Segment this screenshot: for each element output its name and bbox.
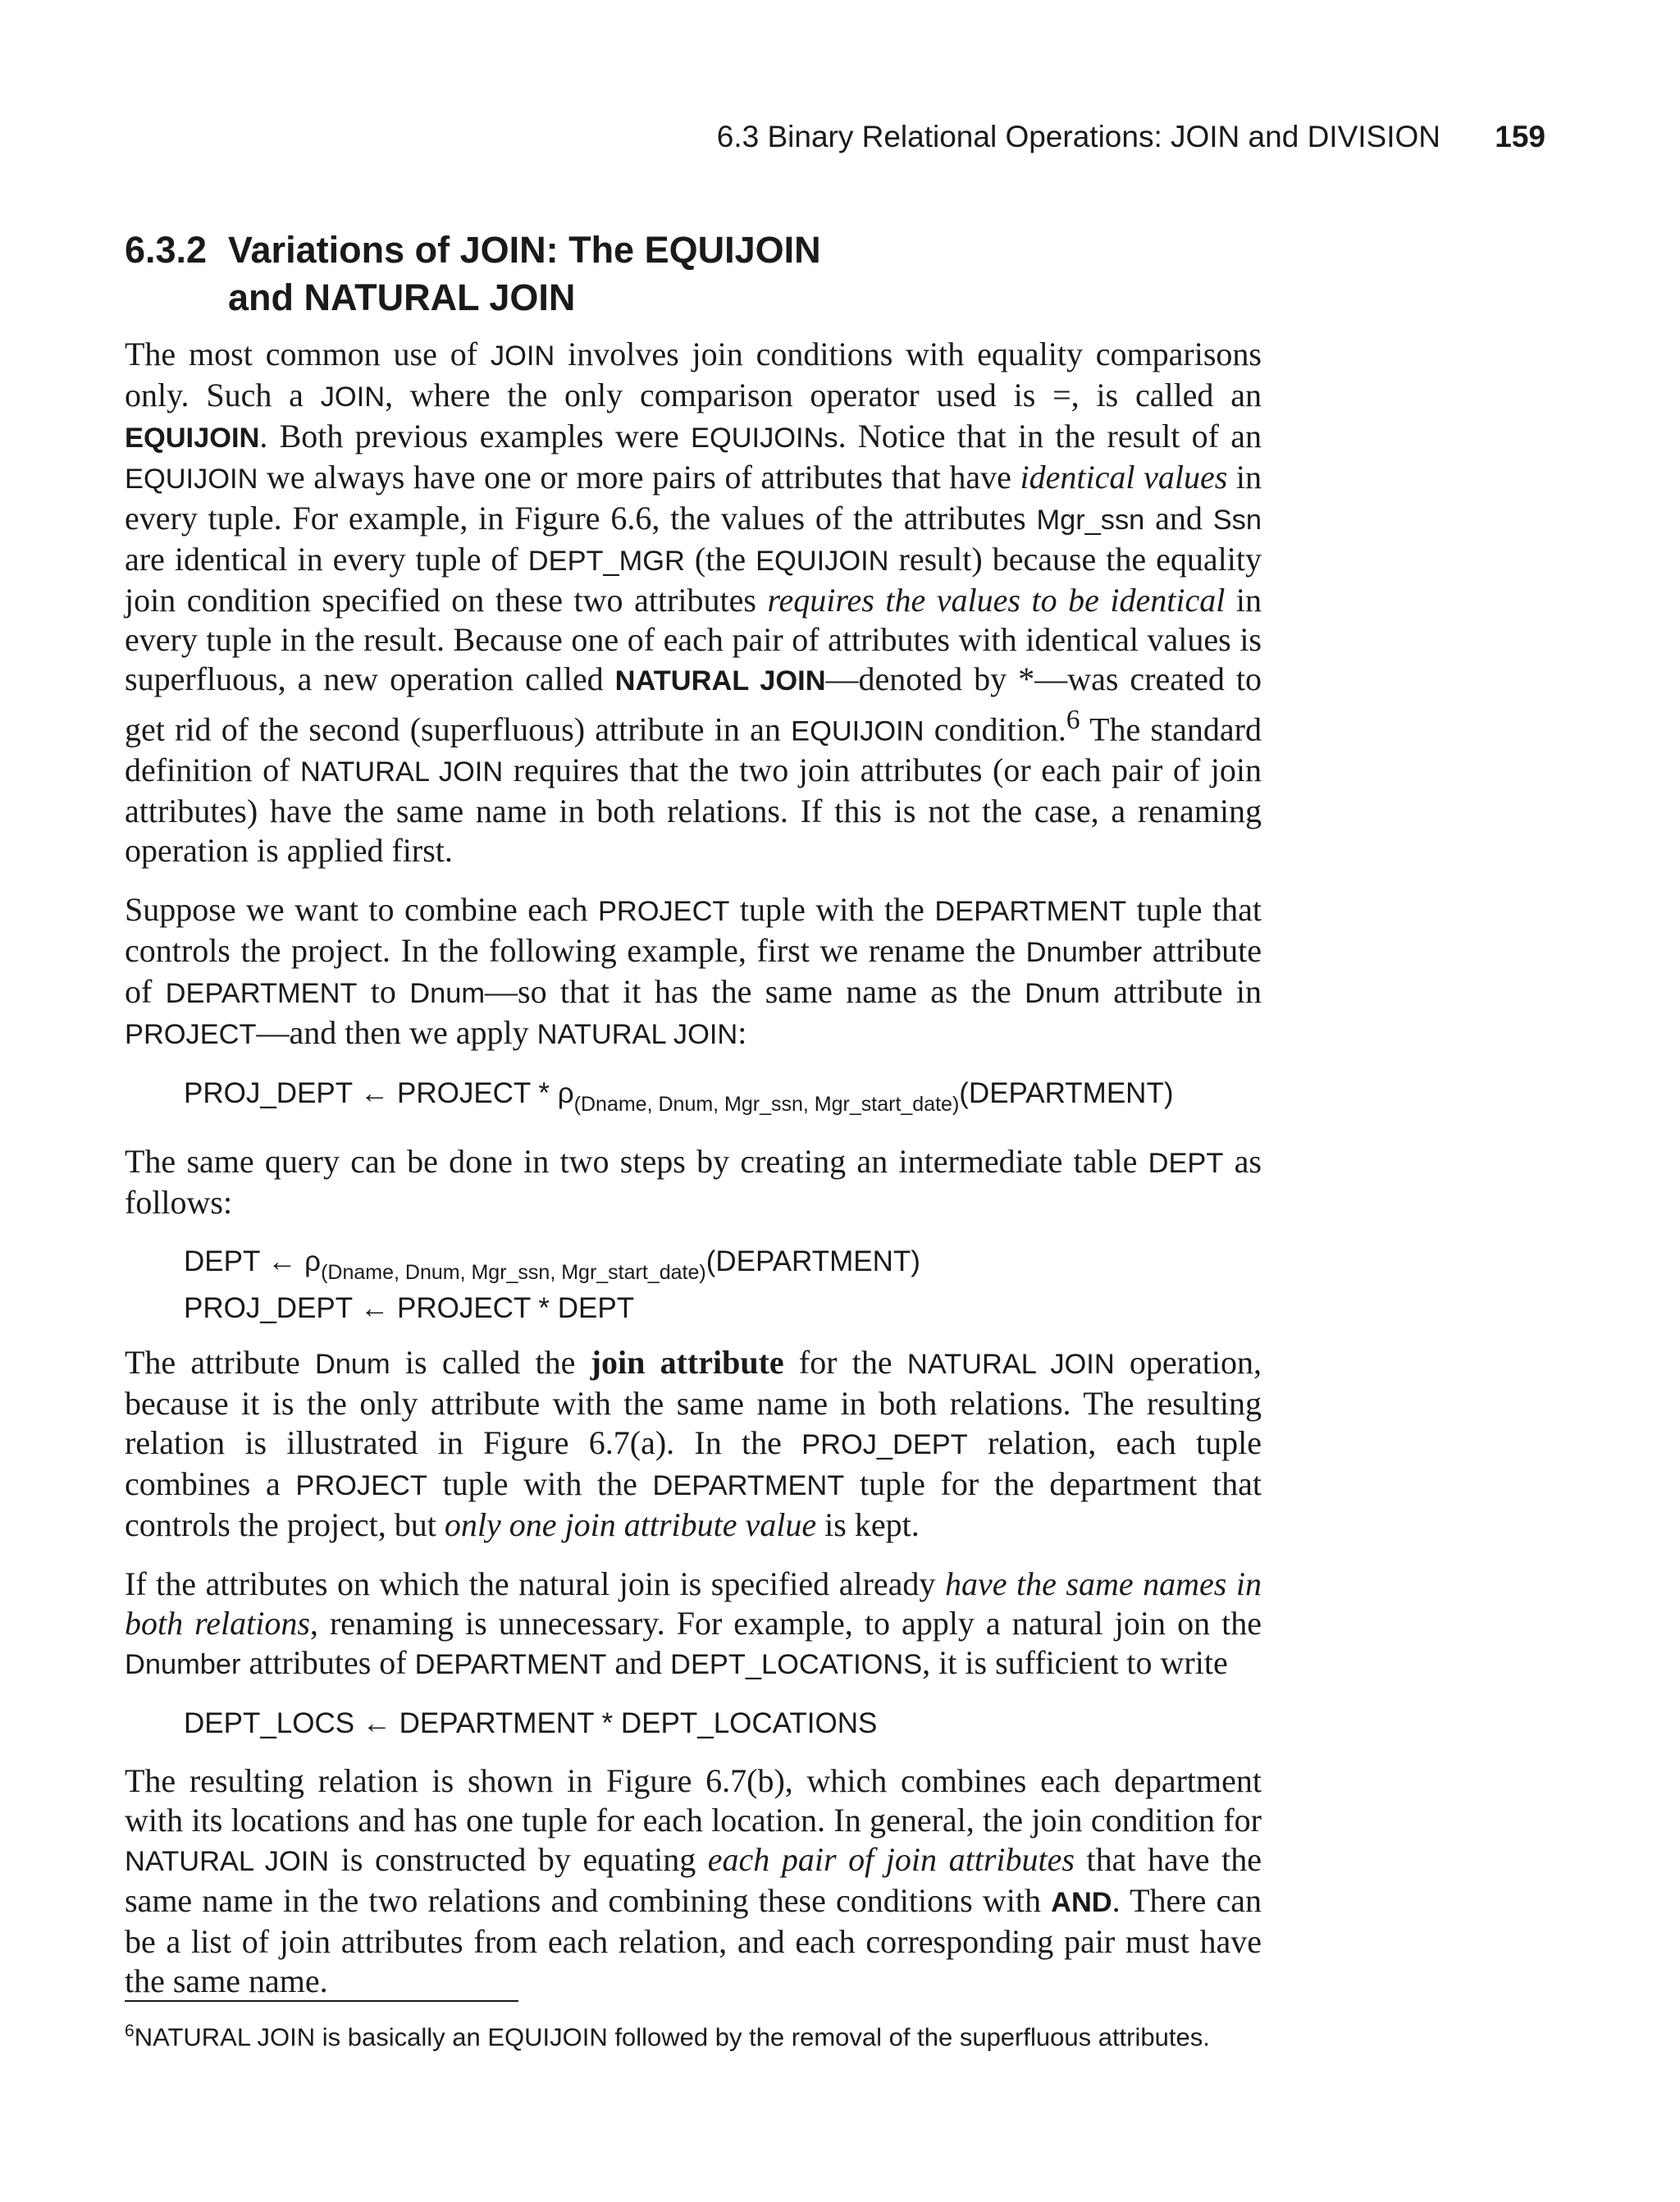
section-title-line-1: Variations of JOIN: The EQUIJOIN [228,229,821,271]
equation-4: DEPT_LOCS ← DEPARTMENT * DEPT_LOCATIONS [184,1707,878,1740]
equation-2: DEPT ← $\rho_{(Dname, Dnum, Mgr\_ssn, Mgr\_start\_date)}(DEPARTMENT)$ [184,1245,920,1285]
term-equijoin: EQUIJOIN [125,423,260,454]
paragraph-4: The attribute Dnum is called the join attribute for the NATURAL JOIN operation, because it is the only attribute with the same name in both relations. The resulting relation is illustrated in Figure 6.7(a). In the PROJ_DEPT relation, each tuple combines a PROJECT tuple with the DEPARTMENT tuple for the department that controls the project, but only one join attribute value is kept. [125,1344,1262,1544]
paragraph-6: The resulting relation is shown in Figure 6.7(b), which combines each department with its locations and has one tuple for each location. In general, the join condition for NATURAL JOIN is constructed by equating each pair of join attributes that have the same name in the two relations and combining these conditions with AND. There can be a list of join attributes from each relation, and each corresponding pair must have the same name. [125,1762,1262,2000]
paragraph-5: If the attributes on which the natural join is specified already have the same names in both relations, renaming is unnecessary. For example, to apply a natural join on the Dnumber attributes of DEPARTMENT and DEPT_LOCATIONS, it is sufficient to write [125,1565,1262,1682]
equation-3: PROJ_DEPT ← PROJECT * DEPT [184,1292,635,1325]
footnote [125,2015,1265,2054]
paragraph-1: The most common use of JOIN involves join conditions with equality comparisons only. Such a JOIN, where the only comparison operator used is =, is called an EQUIJOIN. Both previous examples were EQUIJOINs. Notice that in the result of an EQUIJOIN we always have one or more pairs of attributes that have identical values in every tuple. For example, in Figure 6.6, the values of the attributes Mgr_ssn and Ssn are identical in every tuple of DEPT_MGR (the EQUIJOIN result) because the equality join condition specified on these two attributes requires the values to be identical in every tuple in the result. Because one of each pair of attributes with identical values is superfluous, a new operation called NATURAL JOIN—denoted by *—was created to get rid of the second (superfluous) attribute in an EQUIJOIN condition.$^6$ The standard definition of NATURAL JOIN requires that the two join attributes (or each pair of join attributes) have the same name in both relations. If this is not the case, a renaming operation is applied first. [125,336,1262,870]
paragraph-3: The same query can be done in two steps by creating an intermediate table DEPT as follows: [125,1143,1262,1222]
page-number: 159 [1495,120,1545,153]
running-header [0,120,1680,156]
section-number: 6.3.2 [125,229,208,271]
body-text [125,335,1262,2021]
term-natural-join: NATURAL JOIN [614,665,826,697]
paragraph-2: Suppose we want to combine each PROJECT tuple with the DEPARTMENT tuple that controls the project. In the following example, first we rename the Dnumber attribute of DEPARTMENT to Dnum—so that it has the same name as the Dnum attribute in PROJECT—and then we apply NATURAL JOIN: [125,891,1262,1052]
section-heading [125,226,821,322]
footnote-marker: 6 [125,2022,135,2040]
footnote-text: NATURAL JOIN is basically an EQUIJOIN followed by the removal of the superfluous attributes. [134,2022,1210,2052]
footnote-ref: 6 [1066,705,1080,735]
equation-1: PROJ_DEPT ← PROJECT * $\rho_{(Dname, Dnum, Mgr\_ssn, Mgr\_start\_date)}(DEPARTMENT)$ [184,1077,1174,1117]
running-title: 6.3 Binary Relational Operations: JOIN and DIVISION [716,120,1440,153]
section-title-line-2: and NATURAL JOIN [228,276,576,318]
term-and: AND [1051,1887,1112,1919]
footnote-rule [125,2000,518,2002]
term-join-attribute: join attribute [590,1344,784,1382]
